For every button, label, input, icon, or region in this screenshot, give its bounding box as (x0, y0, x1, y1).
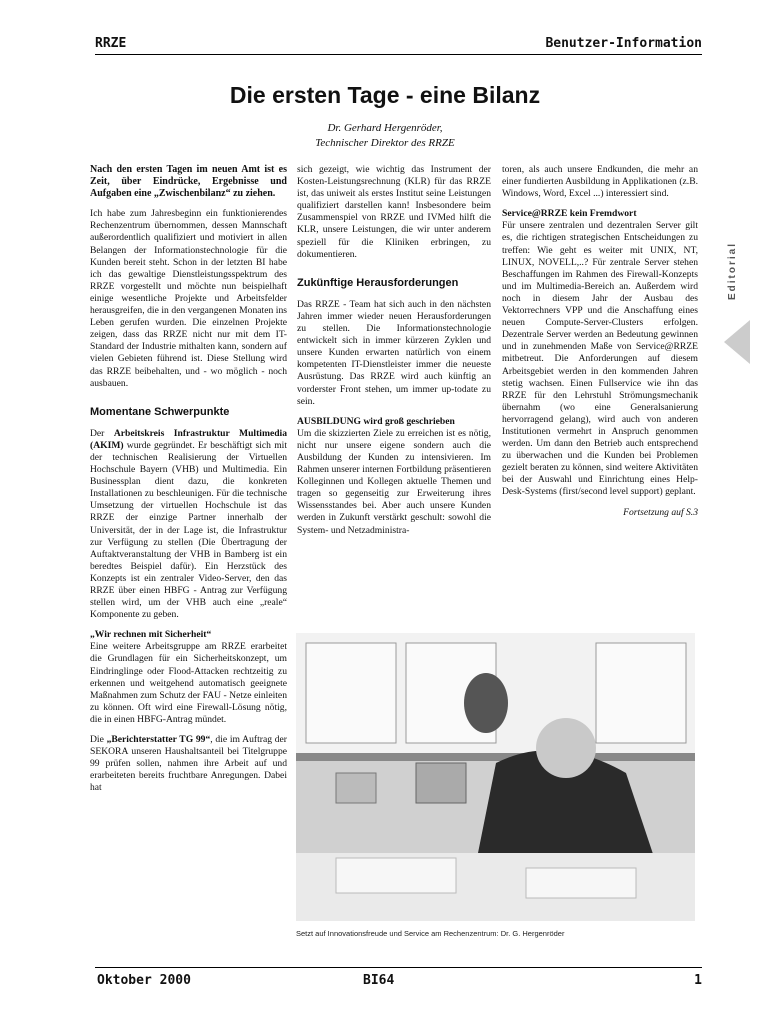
header-right: Benutzer-Information (545, 36, 702, 51)
text-bold: Arbeitskreis Infrastruktur Multimedia (AKIM) (90, 427, 287, 451)
author-name: Dr. Gerhard Hergenröder, (327, 122, 443, 134)
paragraph (90, 629, 287, 726)
author-role: Technischer Direktor des RRZE (315, 137, 455, 149)
text: Für unsere zentralen und dezentralen Server gilt es, die richtigen strategischen Entscheidungen zu treffen: Wie geht es weiter mit UNIX, NT, LINUX, NOVELL,..? Für zentrale Server stehen Beschaffungen im Rahmen des Firewall-Konzepts und im Multimedia-Bereich an. Außerdem wird noch in diesem Jahr der Ausbau des Vektorrechners VPP und die Anschaffung eines neuen Compute-Server-Clusters erfolgen. Dezentrale Server werden an Bedeutung gewinnen und in zunehmenden Maße von Service@RRZE mitbetreut. Die Anforderungen auf diesem Arbeitsgebiet werden in den kommenden Jahren stetig wachsen. Einen Fullservice wie ihn das RRZE für den Lehrstuhl Strömungsmechanik übernahm (wo eine Generalsanierung hervorragend gelang), wird auch von anderen Institutionen vermehrt in Anspruch genommen werden. Um dann den Betrieb auch entsprechend zu überwachen und die Kunden bei Problemen gezielt beraten zu können, sind weitere Aktivitäten bei der Auswahl und Einrichtung eines Help-Desk-Systems (first/second level support) geplant. (502, 220, 698, 498)
article-title: Die ersten Tage - eine Bilanz (229, 82, 541, 108)
paragraph: Das RRZE - Team hat sich auch in den nächsten Jahren immer wieder neuen Herausforderungen zu stellen. Die Informationstechnologie entwickelt sich in immer kürzeren Zyklen und unsere Kunden erwarten natürlich von einem kompetenten IT-Dienstleister immer die neueste Ausrüstung. Das RRZE wird auch künftig an vorderster Front stehen, um immer up-todate zu sein. (297, 298, 491, 407)
text: Um die skizzierten Ziele zu erreichen ist es nötig, nicht nur unsere eigene sondern auch die Ausbildung der Kunden zu intensivieren. Im Rahmen unserer internen Fortbildung präsentieren Kolleginnen und Kollegen aktuelle Themen und tragen so gegenseitig zur Erweiterung ihres Wissensstandes bei. Aber auch unsere Kunden werden in Zukunft verstärkt geschult: sowohl die System- und Netzadministra- (297, 427, 491, 536)
text: Der (90, 427, 114, 439)
paragraph (90, 428, 287, 622)
lead-paragraph: Nach den ersten Tagen im neuen Amt ist es Zeit, über Eindrücke, Ergebnisse und Aufgaben eine „Zwischenbilanz“ zu ziehen. (90, 164, 287, 200)
paragraph: sich gezeigt, wie wichtig das Instrument der Kosten-Leistungsrechnung (KLR) für das RRZE ist, das uniweit als erstes Institut seine Leistungen qualifiziert darstellen kann! Insbesondere beim Zusammenspiel von RRZE und IVMed hilft die KLR, unsere Leistungen, die wir unter anderem speziell für die Kliniken erbringen, zu dokumentieren. (297, 164, 491, 260)
side-label: Editorial (727, 241, 738, 300)
paragraph (90, 734, 287, 794)
text: Eine weitere Arbeitsgruppe am RRZE erarbeitet die Grundlagen für ein Sicherheitskonzept, um Eindringlinge oder Flood-Attacken rechtzeitig zu erkennen und weitgehend automatisch geeignete Maßnahmen zum Schutz der FAU - Netze einleiten zu können. Oft wird eine Firewall-Lösung nötig, die in einen HBFG-Antrag mündet. (90, 641, 287, 725)
subheading: Service@RRZE kein Fremdwort (502, 208, 637, 220)
author-photo (296, 633, 695, 921)
page-header (95, 36, 702, 55)
text: , die im Auftrag der SEKORA unseren Haushaltsanteil bei Titelgruppe 99 prüfen sollen, nahmen ihre Arbeit auf und erarbeiteten bereits fruchtbare Anregungen. Dabei hat (90, 734, 287, 794)
paragraph (502, 208, 698, 498)
paragraph: toren, als auch unsere Endkunden, die mehr an einer fundierten Ausbildung in Applikationen (z.B. Windows, Word, Excel ...) interessiert sind. (502, 164, 698, 200)
text-bold: „Berichterstatter TG 99“ (106, 734, 211, 746)
subheading: AUSBILDUNG wird groß geschrieben (297, 415, 455, 427)
text: Die (90, 734, 107, 746)
photo-illustration (296, 633, 695, 921)
page-arrow-icon (724, 320, 750, 364)
continuation-note: Fortsetzung auf S.3 (623, 506, 698, 518)
subheading: „Wir rechnen mit Sicherheit“ (90, 629, 212, 641)
header-left: RRZE (95, 36, 127, 51)
footer-issue: BI64 (363, 973, 395, 988)
footer-date: Oktober 2000 (97, 973, 191, 988)
column-1 (90, 164, 287, 803)
page-footer (95, 967, 702, 992)
column-3 (502, 164, 698, 527)
page-number: 1 (694, 973, 702, 988)
photo-caption: Setzt auf Innovationsfreude und Service am Rechenzentrum: Dr. G. Hergenröder (296, 929, 565, 938)
section-heading: Momentane Schwerpunkte (90, 405, 230, 418)
author-block (0, 121, 770, 151)
column-2 (297, 164, 491, 545)
paragraph (297, 416, 491, 537)
paragraph: Ich habe zum Jahresbeginn ein funktionierendes Rechenzentrum übernommen, dessen Mannschaft außerordentlich qualifiziert und motiviert in allen Belangen der Informationstechnologie für die Kunden bereit steht. Schon in der letzten BI habe ich das gewaltige Dienstleistungsspektrum des RRZE vorgestellt und möchte nun beispielhaft einige wesentliche Projekte und Arbeitsfelder herausgreifen, die in den vergangenen Monaten ins Leben gerufen wurden. Die einzelnen Projekte zeigen, dass das RRZE nicht nur mit dem IT-Standard der Industrie mithalten kann, sondern auf vielen Gebieten führend ist. Diese Stellung wird das RRZE beibehalten, und - wo möglich - noch ausbauen. (90, 208, 287, 389)
section-heading: Zukünftige Herausforderungen (297, 276, 459, 289)
text: wurde gegründet. Er beschäftigt sich mit der technischen Realisierung der Virtuellen Hochschule Bayern (VHB) und Multimedia. Ein Businessplan dient dazu, die konkreten Installationen zu beschleunigen. Für die technische Umsetzung der virtuellen Hochschule ist das RRZE der einzige Partner innerhalb der Universität, der in der Lage ist, die Infrastruktur zur Verfügung zu stellen (Die Übertragung der Auftaktveranstaltung der VHB in Bamberg ist ein beredtes Beispiel dafür). Ein Herzstück des Konzepts ist ein zentraler Video-Server, den das RRZE über einen HBFG - Antrag zur Verfügung stellen wird, um der VHB auch eine „reale“ Komponente zu geben. (90, 439, 287, 621)
